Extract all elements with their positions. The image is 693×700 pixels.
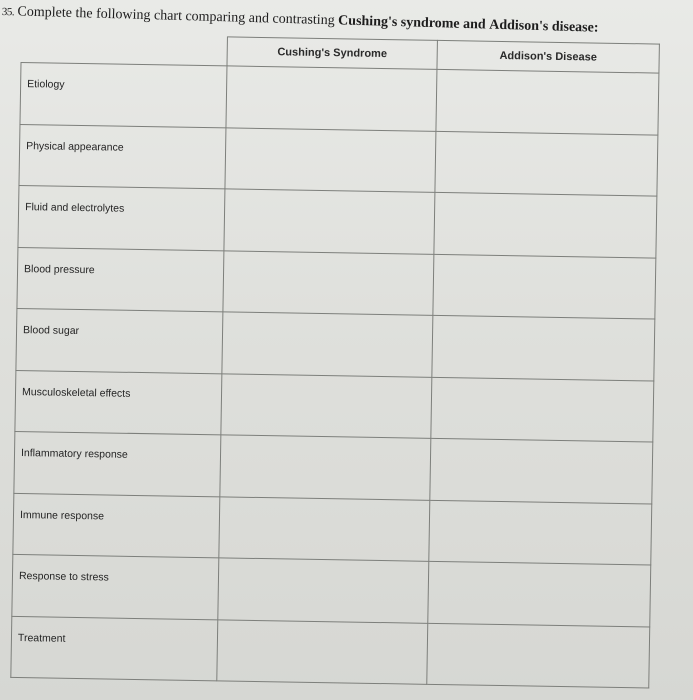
cell-addisons-physical-appearance[interactable] [435,131,658,196]
row-label-immune-response: Immune response [13,493,220,558]
row-label-musculoskeletal-effects: Musculoskeletal effects [15,370,222,435]
row-label-blood-pressure: Blood pressure [17,247,224,312]
cell-addisons-immune-response[interactable] [429,500,652,565]
cell-cushings-musculoskeletal-effects[interactable] [221,373,432,438]
cell-addisons-response-to-stress[interactable] [428,561,651,626]
table-row [15,370,654,442]
row-label-inflammatory-response: Inflammatory response [14,431,221,496]
cell-addisons-fluid-electrolytes[interactable] [434,192,657,257]
cell-cushings-treatment[interactable] [217,619,428,684]
row-label-etiology: Etiology [20,63,227,128]
cell-cushings-physical-appearance[interactable] [225,127,436,192]
cell-cushings-blood-sugar[interactable] [222,312,433,377]
cell-addisons-etiology[interactable] [436,69,659,134]
row-label-physical-appearance: Physical appearance [19,124,226,189]
cell-cushings-response-to-stress[interactable] [218,558,429,623]
cell-cushings-fluid-electrolytes[interactable] [224,189,435,254]
table-row [19,124,658,196]
question-term-cushings: Cushing's syndrome [337,13,460,32]
header-addisons-disease: Addison's Disease [437,40,659,73]
comparison-chart [10,33,659,688]
cell-addisons-musculoskeletal-effects[interactable] [431,377,654,442]
cell-addisons-blood-pressure[interactable] [433,254,656,319]
cell-cushings-etiology[interactable] [226,66,437,131]
table-row [16,308,655,380]
cell-addisons-treatment[interactable] [427,623,650,688]
header-cushings-syndrome: Cushing's Syndrome [227,37,437,69]
table-row [12,554,651,626]
header-blank [21,34,227,66]
table-row [17,247,656,319]
question-connector: and [462,16,486,33]
table-row [14,431,653,503]
question-term-addisons: Addison's disease: [488,17,599,36]
table-row [20,63,659,135]
row-label-fluid-electrolytes: Fluid and electrolytes [18,185,225,250]
comparison-table [10,33,660,689]
cell-cushings-blood-pressure[interactable] [223,250,434,315]
table-row [18,185,657,257]
question-text: Complete the following chart comparing and contrasting [17,4,335,29]
question-number: 35. [1,5,15,19]
table-row [11,616,650,688]
row-label-blood-sugar: Blood sugar [16,308,223,373]
cell-addisons-blood-sugar[interactable] [432,315,655,380]
cell-cushings-immune-response[interactable] [219,496,430,561]
cell-cushings-inflammatory-response[interactable] [220,435,431,500]
row-label-response-to-stress: Response to stress [12,554,219,619]
cell-addisons-inflammatory-response[interactable] [430,438,653,503]
row-label-treatment: Treatment [11,616,218,681]
table-row [13,493,652,565]
